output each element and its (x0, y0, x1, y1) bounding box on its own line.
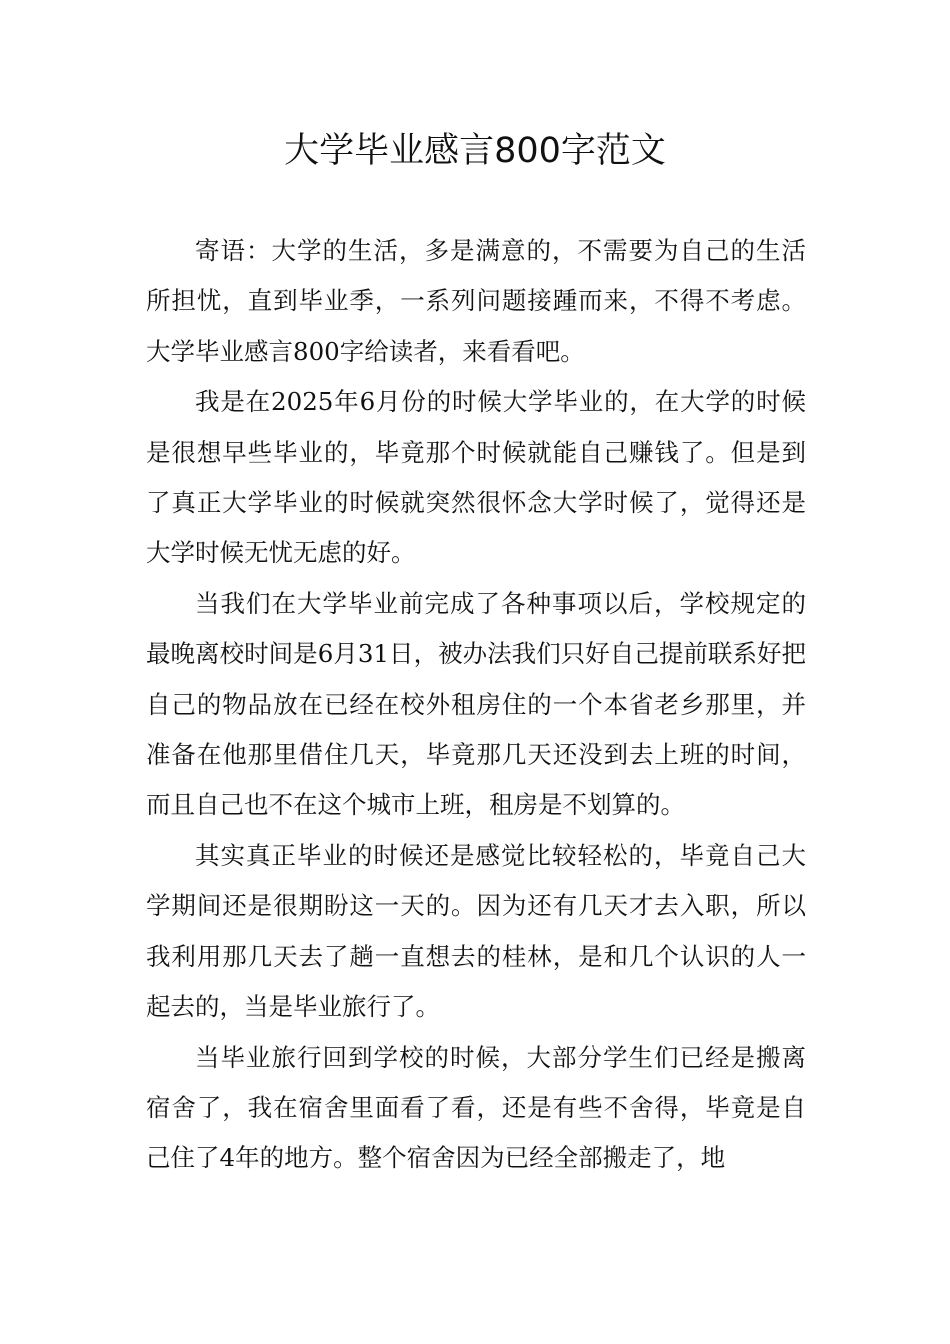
paragraph-intro: 寄语：大学的生活，多是满意的，不需要为自己的生活所担忧，直到毕业季，一系列问题接踵而来，不得不考虑。大学毕业感言800字给读者，来看看吧。 (146, 236, 806, 366)
document-title: 大学毕业感言800字范文 (284, 131, 666, 171)
document-body (146, 226, 806, 1184)
paragraph: 当我们在大学毕业前完成了各种事项以后，学校规定的最晚离校时间是6月31日，被办法我们只好自己提前联系好把自己的物品放在已经在校外租房住的一个本省老乡那里，并准备在他那里借住几天，毕竟那几天还没到去上班的时间，而且自己也不在这个城市上班，租房是不划算的。 (146, 588, 806, 820)
paragraph: 我是在2025年6月份的时候大学毕业的，在大学的时候是很想早些毕业的，毕竟那个时候就能自己赚钱了。但是到了真正大学毕业的时候就突然很怀念大学时候了，觉得还是大学时候无忧无虑的好。 (146, 387, 806, 568)
paragraph: 当毕业旅行回到学校的时候，大部分学生们已经是搬离宿舍了，我在宿舍里面看了看，还是有些不舍得，毕竟是自己住了4年的地方。整个宿舍因为已经全部搬走了，地 (146, 1042, 806, 1173)
paragraph: 其实真正毕业的时候还是感觉比较轻松的，毕竟自己大学期间还是很期盼这一天的。因为还有几天才去入职，所以我利用那几天去了趟一直想去的桂林，是和几个认识的人一起去的，当是毕业旅行了。 (146, 840, 806, 1022)
